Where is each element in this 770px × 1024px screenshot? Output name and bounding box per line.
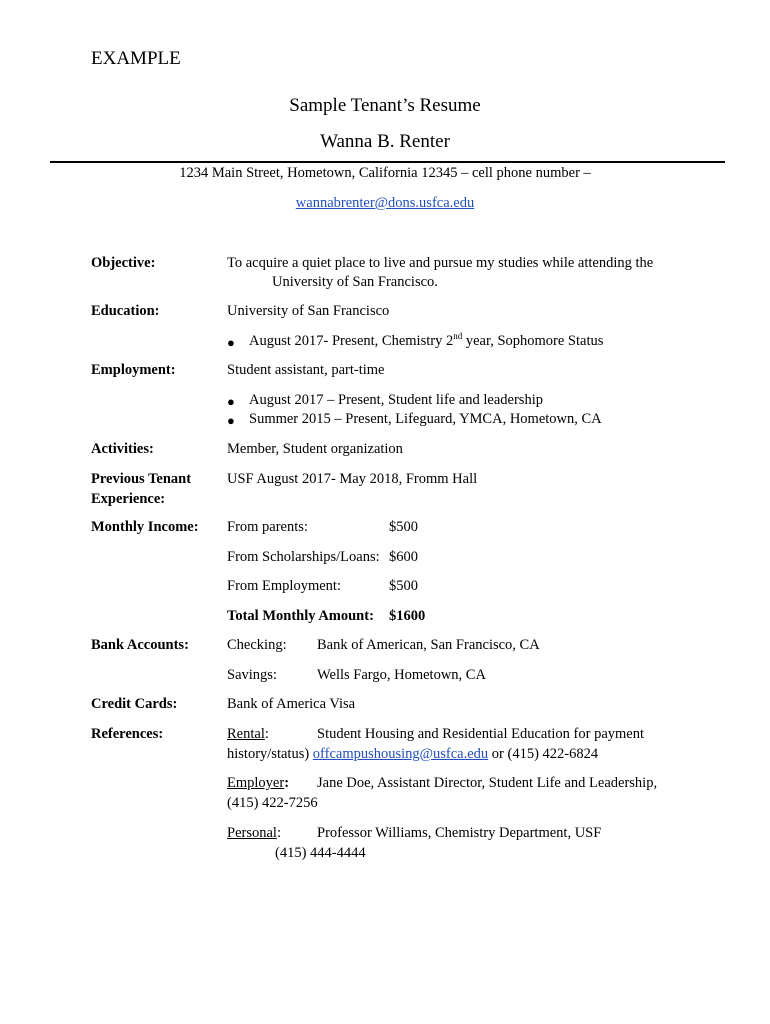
education-bullet-pre: August 2017- Present, Chemistry 2 [249,333,454,349]
contact-email-line [0,195,770,212]
reference-personal-label [227,825,281,842]
bank-account-type: Checking: [227,637,287,653]
income-source: From Scholarships/Loans: [227,549,380,565]
bank-account-name: Bank of American, San Francisco, CA [317,637,540,653]
income-amount: $500 [389,519,418,535]
reference-rental-label [227,726,269,743]
credit-cards-value: Bank of America Visa [227,696,356,712]
bullet-icon: ● [227,335,235,350]
education-bullet [249,333,603,350]
objective-text-line2: University of San Francisco. [272,274,438,290]
income-total-amount: $1600 [389,608,426,624]
previous-tenant-value: USF August 2017- May 2018, Fromm Hall [227,471,478,487]
page-title: Sample Tenant’s Resume [289,95,481,116]
education-bullet-sup: nd [453,331,463,342]
personal-label: Personal [227,825,277,841]
previous-tenant-label-line2: Experience: [91,491,166,507]
income-total-label: Total Monthly Amount: [227,608,374,624]
rental-line2-post: or (415) 422-6824 [491,746,599,762]
employment-bullet-2: Summer 2015 – Present, Lifeguard, YMCA, Hometown, CA [249,411,602,427]
bank-account-type: Savings: [227,667,277,683]
reference-personal-line1: Professor Williams, Chemistry Department, USF [317,825,602,841]
bullet-icon: ● [227,394,235,409]
income-source: From Employment: [227,578,341,594]
reference-personal-line2: (415) 444-4444 [275,845,366,861]
objective-label: Objective: [91,255,156,271]
personal-colon: : [276,825,281,841]
monthly-income-label: Monthly Income: [91,519,199,535]
contact-email-link[interactable]: wannabrenter@dons.usfca.edu [295,195,475,211]
reference-employer-line2: (415) 422-7256 [227,795,318,811]
credit-cards-label: Credit Cards: [91,696,178,712]
education-label: Education: [91,303,160,319]
activities-value: Member, Student organization [227,441,403,457]
previous-tenant-label-line1: Previous Tenant [91,471,192,487]
income-source: From parents: [227,519,308,535]
bank-account-name: Wells Fargo, Hometown, CA [317,667,486,683]
activities-label: Activities: [91,441,154,457]
employment-bullet-1: August 2017 – Present, Student life and leadership [249,392,543,408]
applicant-name: Wanna B. Renter [320,131,450,152]
objective-text-line1: To acquire a quiet place to live and pursue my studies while attending the [227,255,654,271]
education-bullet-post: year, Sophomore Status [462,333,604,349]
income-amount: $600 [389,549,418,565]
income-amount: $500 [389,578,418,594]
contact-address: 1234 Main Street, Hometown, California 12345 – cell phone number – [179,165,591,181]
header-divider [50,161,725,163]
references-label: References: [91,726,164,742]
employer-label: Employer [227,775,285,791]
employer-colon: : [284,775,290,791]
reference-rental-line2 [227,746,598,763]
bank-accounts-label: Bank Accounts: [91,637,189,653]
reference-rental-line1: Student Housing and Residential Education for payment [317,726,644,742]
reference-employer-label [227,775,289,792]
rental-email-link[interactable]: offcampushousing@usfca.edu [312,746,489,762]
rental-colon: : [264,726,269,742]
reference-employer-line1: Jane Doe, Assistant Director, Student Life and Leadership, [317,775,658,791]
rental-label: Rental [227,726,265,742]
rental-line2-pre: history/status) [227,746,310,762]
education-school: University of San Francisco [227,303,390,319]
employment-title: Student assistant, part-time [227,362,385,378]
example-label: EXAMPLE [91,48,181,69]
employment-label: Employment: [91,362,176,378]
bullet-icon: ● [227,413,235,428]
